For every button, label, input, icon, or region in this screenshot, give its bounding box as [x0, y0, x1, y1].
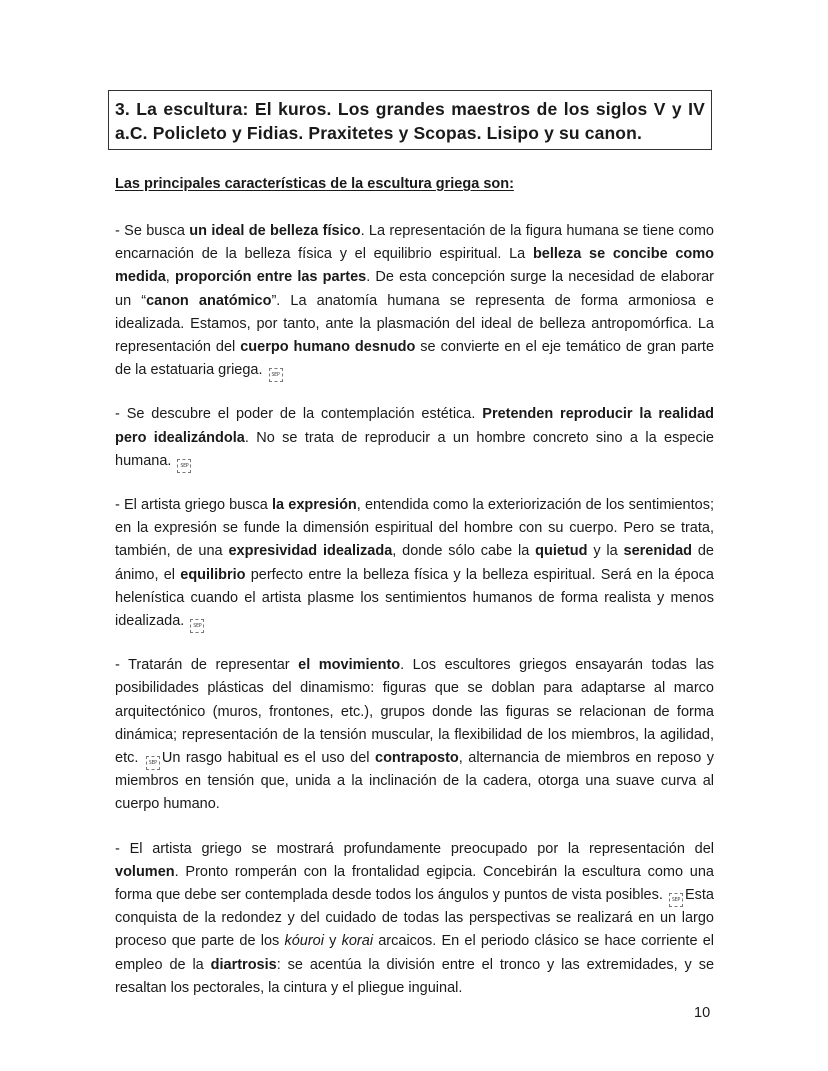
paragraph [115, 494, 714, 633]
paragraph [115, 838, 714, 1000]
text-run: perfecto entre la belleza física y la belleza espiritual. Será en la época helenística cuando el artista plasme los sentimientos humanos de forma realista y menos idealizada. [115, 566, 714, 630]
bold-text: un ideal de belleza físico [189, 223, 361, 239]
bold-text: la expresión [272, 497, 357, 514]
body-content [115, 220, 714, 1021]
text-run: . No se trata de reproducir a un hombre concreto sino a la especie humana. [115, 429, 714, 469]
text-run: : se acentúa la división entre el tronco y las extremidades, y se resaltan los pectorales, la cintura y el pliegue inguinal. [115, 956, 715, 996]
sep-glyph: SEP [190, 619, 204, 633]
text-run: , entendida como la exteriorización de los sentimientos; en la expresión se funde la dimensión espiritual del hombre con su cuerpo. Pero se trata, también, de una [115, 497, 714, 560]
bold-text: cuerpo humano desnudo [240, 339, 416, 356]
title-box [108, 90, 712, 150]
text-run: de ánimo, el [115, 543, 714, 583]
italic-text: kóuroi [284, 933, 324, 950]
bold-text: canon anatómico [146, 292, 272, 309]
bold-text: el movimiento [298, 657, 401, 674]
text-run: - Tratarán de representar [115, 657, 299, 674]
sep-glyph: SEP [269, 368, 283, 382]
text-run: arcaicos. En el periodo clásico se hace corriente el empleo de la [115, 933, 714, 973]
sep-glyph: SEP [146, 756, 160, 770]
text-run: Un rasgo habitual es el uso del [161, 750, 375, 767]
text-run: - El artista griego busca [115, 497, 273, 514]
section-heading: Las principales características de la escultura griega son: [115, 176, 514, 192]
text-run: , alternancia de miembros en reposo y miembros en tensión que, unida a la inclinación de la cadera, otorga una suave curva al cuerpo humano. [115, 750, 714, 813]
text-run: - Se descubre el poder de la contemplación estética. [115, 406, 483, 423]
bold-text: diartrosis [210, 956, 277, 973]
text-run: . De esta concepción surge la necesidad de elaborar un “ [115, 269, 714, 309]
text-run: ”. La anatomía humana se representa de forma armoniosa e idealizada. Estamos, por tanto, ante la plasmación del ideal de belleza antropomórfica. La representación del [115, 292, 714, 356]
text-run: , [165, 269, 175, 286]
text-run: , donde sólo cabe la [392, 543, 536, 560]
text-run: Esta conquista de la redondez y del cuidado de todas las perspectivas se realizará en un largo proceso que parte de los [115, 887, 714, 950]
text-run: - El artista griego se mostrará profundamente preocupado por la representación del [115, 840, 714, 857]
paragraph [115, 220, 714, 382]
text-run: - Se busca [115, 223, 190, 239]
italic-text: korai [341, 933, 374, 950]
bold-text: volumen [115, 863, 175, 880]
paragraph [115, 403, 714, 473]
sep-glyph: SEP [669, 893, 683, 907]
bold-text: Pretenden reproducir la realidad pero idealizándola [115, 406, 714, 446]
text-run: y la [587, 543, 624, 560]
page-number: 10 [694, 1005, 711, 1021]
section-title: 3. La escultura: El kuros. Los grandes maestros de los siglos V y IV a.C. Policleto y Fidias. Praxitetes y Scopas. Lisipo y su canon. [115, 99, 705, 143]
bold-text: equilibrio [180, 566, 246, 583]
text-run: . Los escultores griegos ensayarán todas las posibilidades plásticas del dinamismo: figuras que se doblan para adaptarse al marco arquitectónico (muros, frontones, etc.), grupos donde las figuras se relacionan de forma dinámica; representación de la tensión muscular, la flexibilidad de los miembros, la agilidad, etc. [115, 657, 714, 767]
bold-text: belleza se concibe como medida [115, 246, 714, 286]
bold-text: quietud [535, 543, 588, 560]
text-run: y [323, 933, 342, 950]
bold-text: expresividad idealizada [228, 543, 393, 560]
sep-glyph: SEP [177, 459, 191, 473]
bold-text: proporción entre las partes [174, 269, 367, 286]
text-run: . La representación de la figura humana se tiene como encarnación de la belleza física y el equilibrio espiritual. La [115, 223, 714, 263]
paragraph [115, 654, 714, 816]
text-run: se convierte en el eje temático de gran parte de la estatuaria griega. [115, 339, 715, 379]
text-run: . Pronto romperán con la frontalidad egipcia. Concebirán la escultura como una forma que debe ser contemplada desde todos los ángulos y puntos de vista posibles. [115, 863, 714, 904]
bold-text: serenidad [623, 543, 693, 560]
bold-text: contraposto [375, 750, 459, 767]
